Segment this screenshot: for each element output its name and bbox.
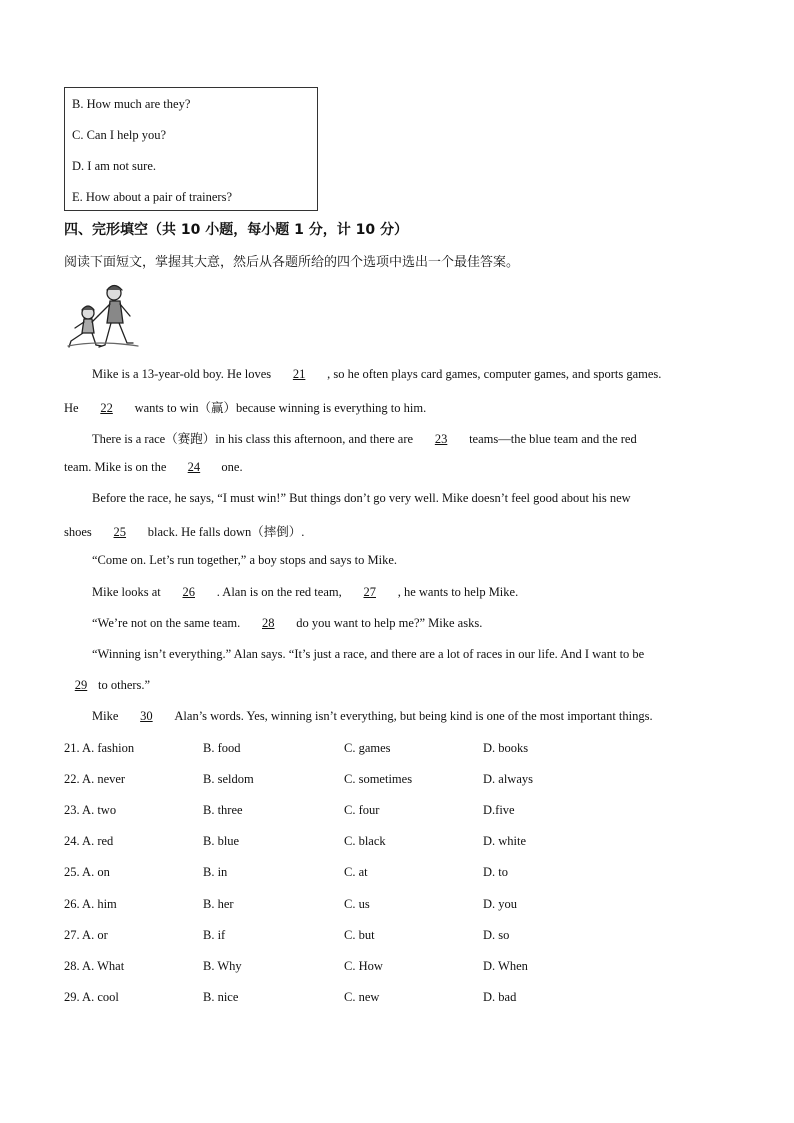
passage-text: Mike xyxy=(92,709,119,723)
passage-text: He xyxy=(64,401,79,415)
choice-a: 21. A. fashion xyxy=(64,741,135,755)
passage-text: “Winning isn’t everything.” Alan says. “It’s just a race, and there are a lot of races in our life. And I want to be xyxy=(92,647,645,661)
passage-text: black. He falls down（摔倒）. xyxy=(147,525,305,539)
choice-d: D. When xyxy=(483,959,528,973)
passage-text: , so he often plays card games, computer games, and sports games. xyxy=(327,367,662,381)
choice-c: C. sometimes xyxy=(344,772,413,786)
blank-25: 25 xyxy=(113,525,127,539)
passage-text: , he wants to help Mike. xyxy=(397,585,519,599)
choice-d: D. bad xyxy=(483,990,517,1004)
choice-a: 26. A. him xyxy=(64,897,117,911)
passage-line-8 xyxy=(92,585,518,600)
blank-29: 29 xyxy=(74,678,88,692)
passage-text: Mike is a 13-year-old boy. He loves xyxy=(92,367,272,381)
choice-b: B. nice xyxy=(203,990,239,1004)
choice-d: D. always xyxy=(483,772,533,786)
choice-a: 29. A. cool xyxy=(64,990,119,1004)
matching-options-box xyxy=(64,87,318,211)
blank-22: 22 xyxy=(100,401,113,415)
choice-c: C. black xyxy=(344,834,386,848)
passage-text: There is a race（赛跑）in his class this afternoon, and there are xyxy=(92,432,414,446)
passage-text: Before the race, he says, “I must win!” But things don’t go very well. Mike doesn’t feel good about his new xyxy=(92,491,631,505)
passage-text: . Alan is on the red team, xyxy=(216,585,342,599)
passage-line-5 xyxy=(92,491,631,506)
passage-line-7: “Come on. Let’s run together,” a boy stops and says to Mike. xyxy=(92,553,397,567)
blank-28: 28 xyxy=(262,616,275,630)
passage-text: shoes xyxy=(64,525,92,539)
choice-d: D. to xyxy=(483,865,508,879)
choice-a: 28. A. What xyxy=(64,959,125,973)
section-heading: 四、完形填空（共 10 小题，每小题 1 分，计 10 分） xyxy=(64,222,408,238)
passage-line-3 xyxy=(92,429,637,447)
option-d: D. I am not sure. xyxy=(72,159,157,173)
choice-b: B. her xyxy=(203,897,234,911)
blank-30: 30 xyxy=(140,709,153,723)
choice-b: B. seldom xyxy=(203,772,254,786)
choice-c: C. us xyxy=(344,897,370,911)
choice-d: D. so xyxy=(483,928,510,942)
choice-b: B. three xyxy=(203,803,243,817)
blank-24: 24 xyxy=(187,460,201,474)
option-c: C. Can I help you? xyxy=(72,128,167,142)
choice-c: C. new xyxy=(344,990,380,1004)
passage-line-10 xyxy=(92,647,644,662)
choice-b: B. blue xyxy=(203,834,240,848)
passage-text: wants to win（赢）because winning is everything to him. xyxy=(134,401,427,415)
choice-d: D.five xyxy=(483,803,515,817)
passage-text: Alan’s words. Yes, winning isn’t everything, but being kind is one of the most important things. xyxy=(174,709,653,723)
choice-a: 22. A. never xyxy=(64,772,126,786)
choice-b: B. Why xyxy=(203,959,242,973)
passage-text: Mike looks at xyxy=(92,585,161,599)
passage-text: to others.” xyxy=(98,678,151,692)
blank-27: 27 xyxy=(363,585,376,599)
choice-b: B. food xyxy=(203,741,241,755)
passage-line-6 xyxy=(64,522,304,540)
passage-line-2 xyxy=(64,398,426,416)
passage-text: one. xyxy=(221,460,243,474)
choice-c: C. How xyxy=(344,959,383,973)
choice-c: C. at xyxy=(344,865,368,879)
choice-c: C. but xyxy=(344,928,375,942)
choice-b: B. if xyxy=(203,928,226,942)
passage-line-4 xyxy=(64,460,243,475)
option-b: B. How much are they? xyxy=(72,97,191,111)
choice-a: 27. A. or xyxy=(64,928,108,942)
passage-line-9 xyxy=(92,616,482,631)
option-e: E. How about a pair of trainers? xyxy=(72,190,233,204)
choice-d: D. books xyxy=(483,741,529,755)
choice-b: B. in xyxy=(203,865,228,879)
choice-a: 25. A. on xyxy=(64,865,110,879)
choice-a: 24. A. red xyxy=(64,834,114,848)
choice-d: D. white xyxy=(483,834,527,848)
passage-line-11 xyxy=(64,678,150,693)
choice-c: C. four xyxy=(344,803,380,817)
passage-text: team. Mike is on the xyxy=(64,460,167,474)
section-instruction: 阅读下面短文，掌握其大意，然后从各题所给的四个选项中选出一个最佳答案。 xyxy=(64,255,520,270)
choice-d: D. you xyxy=(483,897,518,911)
passage-line-1 xyxy=(92,367,661,382)
passage-text: teams—the blue team and the red xyxy=(469,432,637,446)
passage-text: “We’re not on the same team. xyxy=(92,616,241,630)
running-boys-illustration xyxy=(64,280,142,354)
choice-c: C. games xyxy=(344,741,391,755)
passage-line-12 xyxy=(92,709,653,724)
blank-21: 21 xyxy=(292,367,306,381)
choice-a: 23. A. two xyxy=(64,803,117,817)
blank-23: 23 xyxy=(434,432,448,446)
passage-text: do you want to help me?” Mike asks. xyxy=(296,616,483,630)
blank-26: 26 xyxy=(182,585,195,599)
